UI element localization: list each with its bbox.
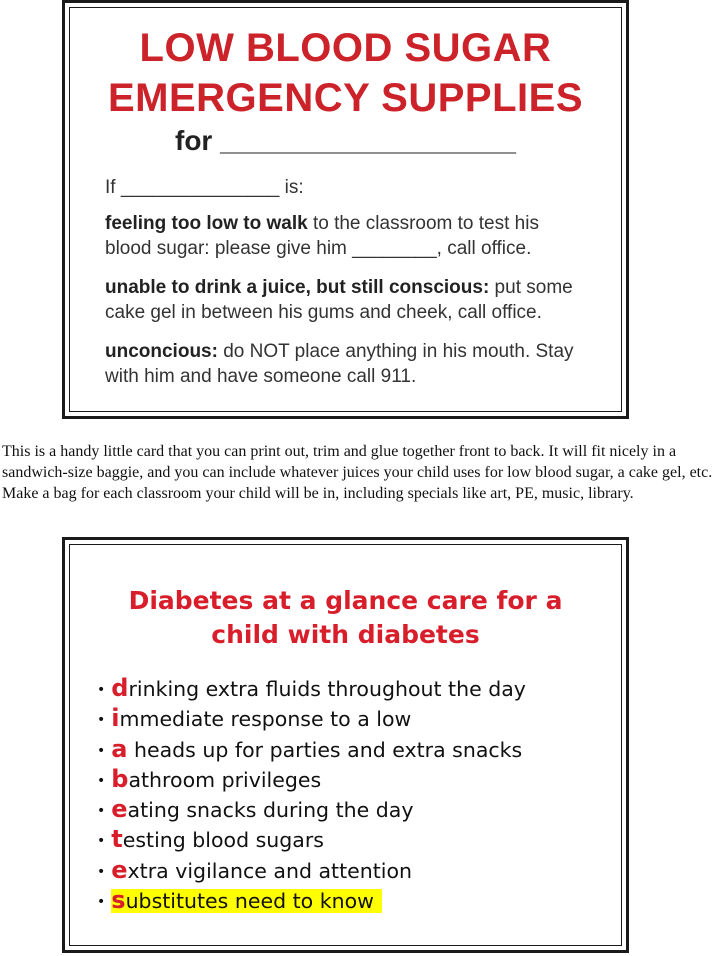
acrostic-letter: t xyxy=(111,825,123,854)
item-text xyxy=(111,674,526,702)
instruction-unconscious xyxy=(105,339,605,389)
acrostic-letter: a xyxy=(111,734,128,763)
instruction-unconscious-text: do NOT place anything in his mouth. Stay xyxy=(217,341,574,362)
bullet-icon: • xyxy=(97,682,106,698)
card-title-line1: LOW BLOOD SUGAR xyxy=(139,26,552,70)
instruction-juice xyxy=(105,275,605,325)
item-text xyxy=(111,795,414,824)
acrostic-letter: e xyxy=(111,795,128,824)
item-rest: mmediate response to a low xyxy=(119,707,412,732)
diabetes-acrostic-list xyxy=(97,673,526,915)
item-text xyxy=(111,734,523,763)
instruction-walk-line2: blood sugar: please give him ________, call office. xyxy=(105,238,532,259)
acrostic-letter: e xyxy=(111,855,128,884)
list-item xyxy=(97,855,526,885)
acrostic-letter: s xyxy=(111,886,126,915)
item-rest: ubstitutes need to know xyxy=(125,889,374,914)
bullet-icon: • xyxy=(97,742,106,759)
highlighted-text xyxy=(111,886,382,915)
instruction-walk-text: to the classroom to test his xyxy=(307,213,539,234)
card-description: This is a handy little card that you can print out, trim and glue together front to back. It will fit nicely in a sandwich-size baggie, and you can include whatever juices your child uses for low blood sugar, a cake gel, etc. Make a bag for each classroom your child will be in, including specials like art, PE, music, library. xyxy=(2,443,713,502)
item-text xyxy=(111,764,322,793)
instruction-walk-bold: feeling too low to walk xyxy=(105,213,308,234)
instruction-walk xyxy=(105,211,605,261)
item-text xyxy=(111,855,413,884)
diabetes-glance-card xyxy=(62,537,629,953)
instruction-unconscious-line2: with him and have someone call 911. xyxy=(105,366,417,387)
acrostic-letter: d xyxy=(111,674,129,702)
item-rest: esting blood sugars xyxy=(122,828,324,853)
list-item xyxy=(97,673,526,703)
item-rest: ating snacks during the day xyxy=(127,798,414,823)
glance-title-line1: Diabetes at a glance care for a xyxy=(128,586,563,615)
if-line: If _______________ is: xyxy=(105,177,304,198)
acrostic-letter: i xyxy=(111,704,120,733)
item-rest: athroom privileges xyxy=(128,767,322,792)
bullet-icon: • xyxy=(97,772,106,789)
card-title-line2: EMERGENCY SUPPLIES xyxy=(107,76,584,120)
instruction-juice-bold: unable to drink a juice, but still conscious: xyxy=(105,277,490,298)
acrostic-letter: b xyxy=(111,764,129,793)
list-item xyxy=(97,703,526,733)
list-item xyxy=(97,734,526,764)
instruction-juice-line2: cake gel in between his gums and cheek, call office. xyxy=(105,302,542,323)
item-rest: xtra vigilance and attention xyxy=(127,858,413,883)
instruction-unconscious-bold: unconcious: xyxy=(105,341,218,362)
item-text xyxy=(111,704,412,733)
emergency-supplies-card xyxy=(62,0,629,419)
glance-title xyxy=(65,584,626,652)
item-rest: rinking extra fluids throughout the day xyxy=(128,677,526,701)
list-item xyxy=(97,764,526,794)
glance-title-line2: child with diabetes xyxy=(211,620,480,649)
item-text xyxy=(111,825,324,854)
bullet-icon: • xyxy=(97,863,106,880)
instruction-juice-text: put some xyxy=(489,277,573,298)
bullet-icon: • xyxy=(97,712,106,729)
list-item xyxy=(97,824,526,854)
for-name-blank: for ___________________ xyxy=(175,125,516,156)
item-rest: heads up for parties and extra snacks xyxy=(127,737,523,762)
list-item xyxy=(97,885,526,915)
bullet-icon: • xyxy=(97,803,106,820)
bullet-icon: • xyxy=(97,894,106,911)
list-item xyxy=(97,794,526,824)
bullet-icon: • xyxy=(97,833,106,850)
